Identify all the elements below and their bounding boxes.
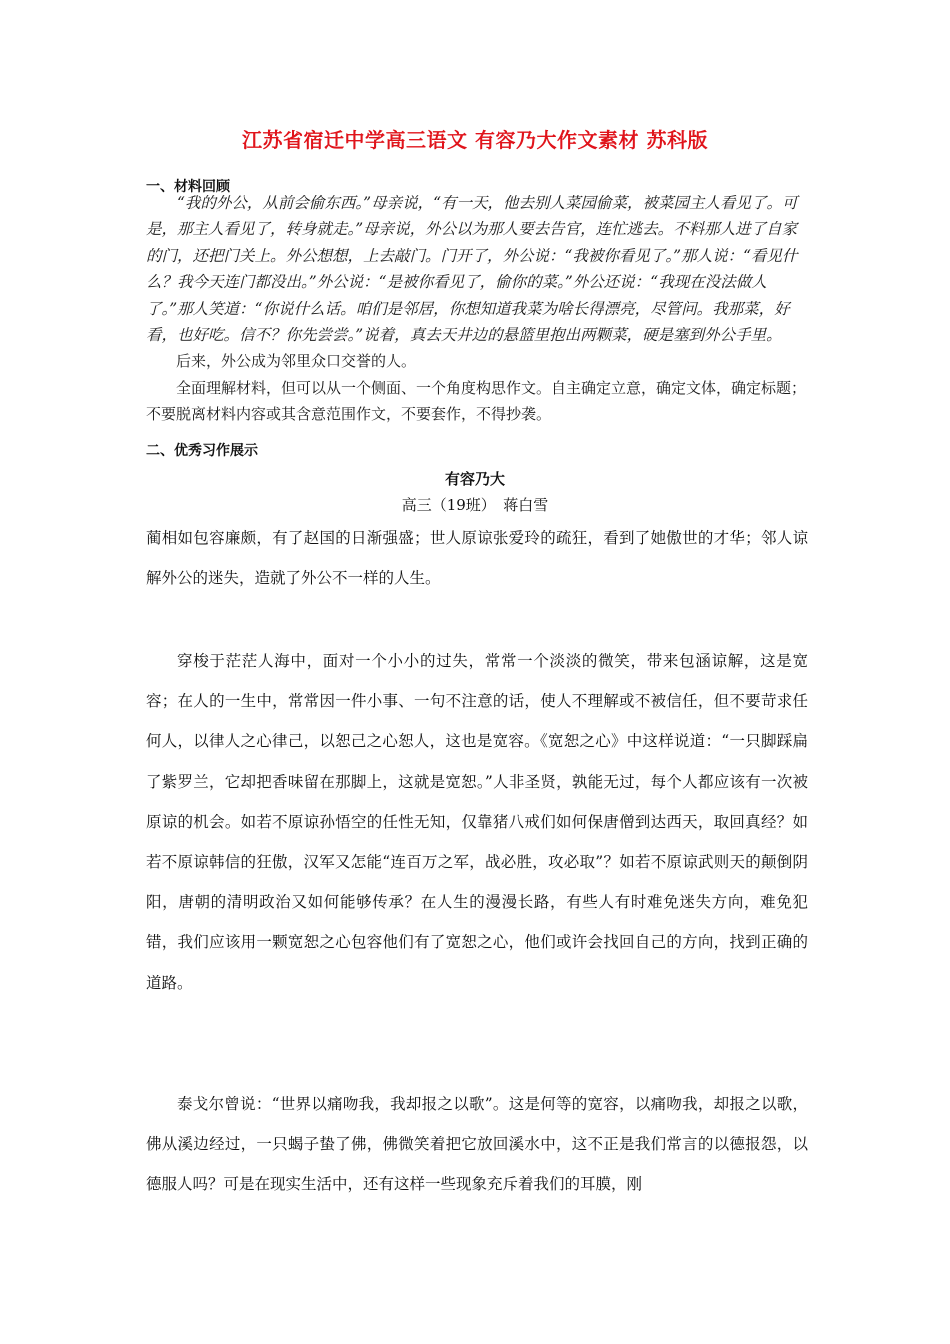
document-title: 江苏省宿迁中学高三语文 有容乃大作文素材 苏科版 [242,128,708,152]
essay-paragraph [146,641,808,1003]
section-heading-excellent-essays: 二、优秀习作展示 [146,443,258,459]
essay-text: 蔺相如包容廉颇，有了赵国的日渐强盛；世人原谅张爱玲的疏狂，看到了她傲世的才华；邻人谅解外公的迷失，造就了外公不一样的人生。 [146,529,808,588]
material-paragraph: 后来，外公成为邻里众口交誉的人。 [176,352,417,371]
essay-text: 穿梭于茫茫人海中，面对一个小小的过失，常常一个淡淡的微笑，带来包涵谅解，这是宽容；在人的一生中，常常因一件小事、一句不注意的话，使人不理解或不被信任，但不要苛求任何人，以律人之心律己，以恕己之心恕人，这也是宽容。《宽恕之心》中这样说道：“一只脚踩扁了紫罗兰，它却把香味留在那脚上，这就是宽恕。”人非圣贤，孰能无过，每个人都应该有一次被原谅的机会。如若不原谅孙悟空的任性无知，仅靠猪八戒们如何保唐僧到达西天，取回真经？如若不原谅韩信的狂傲，汉军又怎能“连百万之军，战必胜，攻必取”？如若不原谅武则天的颠倒阴阳，唐朝的清明政治又如何能够传承？在人生的漫漫长路，有些人有时难免迷失方向，难免犯错，我们应该用一颗宽恕之心包容他们有了宽恕之心，他们或许会找回自己的方向，找到正确的道路。 [146,652,808,992]
material-block [146,190,808,428]
essay-text: 泰戈尔曾说：“世界以痛吻我，我却报之以歌”。这是何等的宽容，以痛吻我，却报之以歌，佛从溪边经过，一只蝎子蛰了佛，佛微笑着把它放回溪水中，这不正是我们常言的以德报怨，以德服人吗？可是在现实生活中，还有这样一些现象充斥着我们的耳膜，刚 [146,1095,808,1194]
essay-paragraph [146,1084,808,1205]
material-paragraph: “我的外公，从前会偷东西。”母亲说，“有一天，他去别人菜园偷菜，被菜园主人看见了。可是，那主人看见了，转身就走。”母亲说，外公以为那人要去告官，连忙逃去。不料那人进了自家的门，还把门关上。外公想想，上去敲门。门开了，外公说：“我被你看见了。”那人说：“看见什么？我今天连门都没出。”外公说：“是被你看见了，偷你的菜。”外公还说：“我现在没法做人了。”那人笑道：“你说什么话。咱们是邻居，你想知道我菜为啥长得漂亮，尽管问。我那菜，好看，也好吃。信不？你先尝尝。”说着，真去天井边的悬篮里抱出两颗菜，硬是塞到外公手里。 [146,194,798,345]
essay-title: 有容乃大 [444,470,505,488]
section-heading-material-review: 一、材料回顾 [146,179,230,195]
material-paragraph: 全面理解材料，但可以从一个侧面、一个角度构思作文。自主确定立意，确定文体，确定标题；不要脱离材料内容或其含意范围作文，不要套作，不得抄袭。 [146,378,807,424]
essay-intro-paragraph [146,518,808,598]
essay-author: 高三（19班） 蒋白雪 [401,496,549,514]
